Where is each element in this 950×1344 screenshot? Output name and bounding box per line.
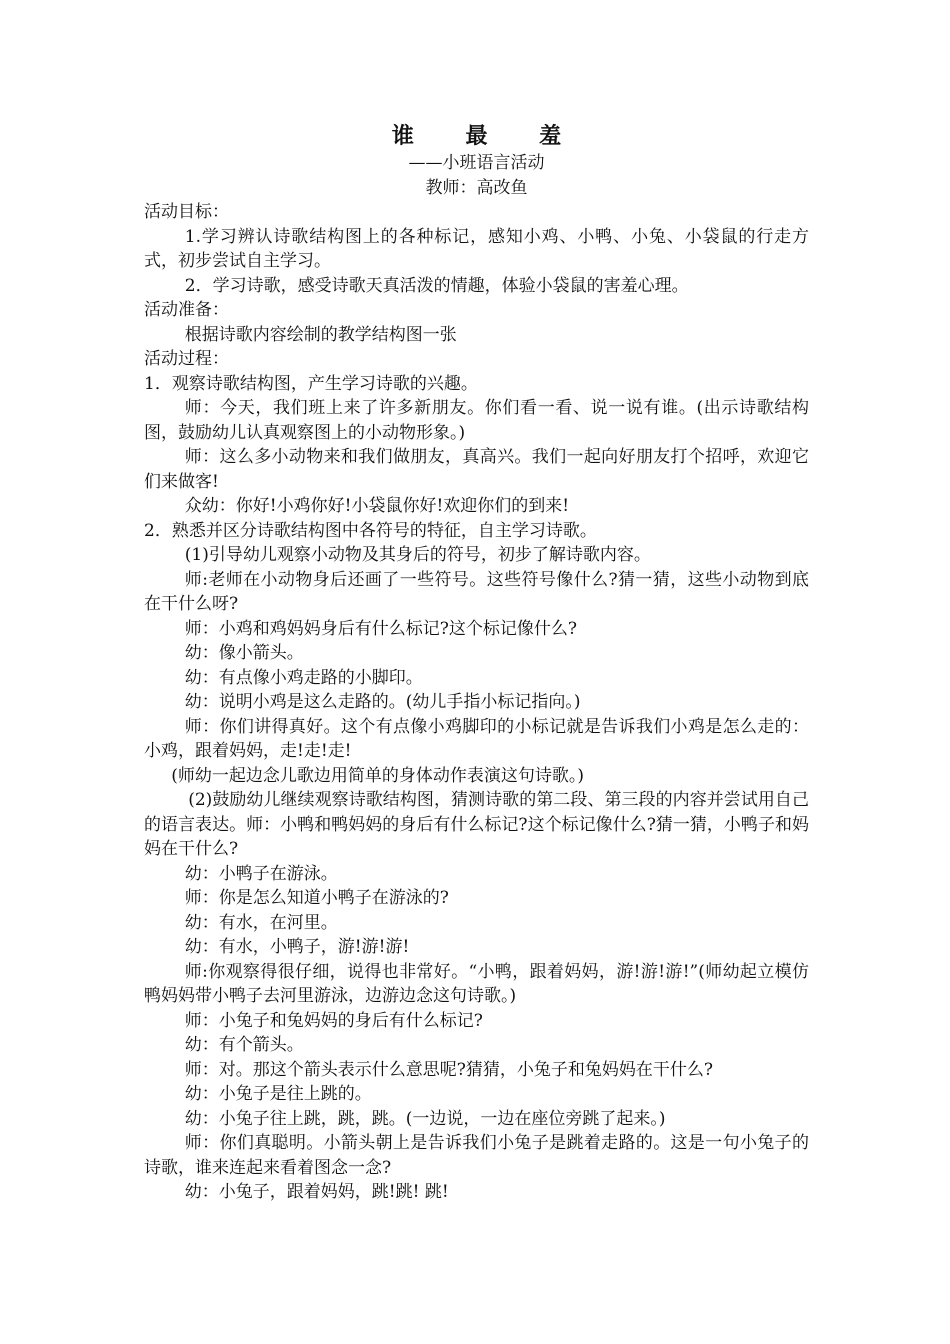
paragraph: 众幼：你好!小鸡你好!小袋鼠你好!欢迎你们的到来! [184, 496, 570, 516]
paragraph: 幼：小兔子是往上跳的。 [184, 1084, 372, 1104]
paragraph: 师:老师在小动物身后还画了一些符号。这些符号像什么?猜一猜，这些小动物到底在干什么呀? [144, 569, 809, 614]
paragraph: 幼：有水，在河里。 [184, 912, 338, 933]
paragraph: 幼：小兔子，跟着妈妈，跳!跳! 跳! [184, 1182, 449, 1202]
paragraph: 幼：有个箭头。 [184, 1035, 304, 1055]
paragraph: 师：这么多小动物来和我们做朋友，真高兴。我们一起向好朋友打个招呼，欢迎它们来做客! [144, 447, 809, 492]
paragraph: 幼：像小箭头。 [184, 643, 304, 663]
section-heading: 活动过程： [144, 349, 229, 369]
paragraph: (1)引导幼儿观察小动物及其身后的符号，初步了解诗歌内容。 [184, 545, 651, 565]
paragraph: 2．学习诗歌，感受诗歌天真活泼的情趣，体验小袋鼠的害羞心理。 [184, 275, 689, 296]
section-heading: 活动准备： [144, 300, 229, 320]
paragraph: 幼：有点像小鸡走路的小脚印。 [184, 667, 423, 688]
paragraph: 师:你观察得很仔细，说得也非常好。“小鸭，跟着妈妈，游!游!游!”(师幼起立模仿鸭妈妈带小鸭子去河里游泳，边游边念这句诗歌。) [144, 961, 809, 1006]
paragraph: 幼：小兔子往上跳，跳，跳。(一边说，一边在座位旁跳了起来。) [184, 1108, 666, 1129]
paragraph: 师：今天，我们班上来了许多新朋友。你们看一看、说一说有谁。(出示诗歌结构图，鼓励幼儿认真观察图上的小动物形象。) [144, 398, 809, 443]
document-teacher: 教师：高改鱼 [425, 177, 528, 198]
section-heading: 活动目标： [144, 202, 229, 222]
paragraph: 幼：有水，小鸭子，游!游!游! [184, 937, 410, 957]
paragraph: 幼：小鸭子在游泳。 [184, 863, 338, 884]
paragraph: 根据诗歌内容绘制的教学结构图一张 [184, 324, 457, 345]
paragraph: (2)鼓励幼儿继续观察诗歌结构图，猜测诗歌的第二段、第三段的内容并尝试用自己的语言表达。师：小鸭和鸭妈妈的身后有什么标记?这个标记像什么?猜一猜，小鸭子和妈妈在干什么? [144, 790, 809, 859]
paragraph: (师幼一起边念儿歌边用简单的身体动作表演这句诗歌。) [171, 765, 584, 786]
paragraph: 师：你是怎么知道小鸭子在游泳的? [184, 888, 449, 908]
document-body [144, 200, 809, 1205]
document-title: 谁 最 羞 [391, 123, 584, 149]
document-subtitle: ——小班语言活动 [408, 153, 545, 173]
document-page [144, 121, 809, 1205]
paragraph: 1.学习辨认诗歌结构图上的各种标记，感知小鸡、小鸭、小兔、小袋鼠的行走方式，初步尝试自主学习。 [144, 226, 809, 271]
paragraph: 师：你们讲得真好。这个有点像小鸡脚印的小标记就是告诉我们小鸡是怎么走的：小鸡，跟着妈妈，走!走!走! [144, 716, 809, 761]
paragraph: 师：你们真聪明。小箭头朝上是告诉我们小兔子是跳着走路的。这是一句小兔子的诗歌，谁来连起来看着图念一念? [144, 1133, 809, 1178]
paragraph: 师：对。那这个箭头表示什么意思呢?猜猜，小兔子和兔妈妈在干什么? [184, 1059, 714, 1080]
paragraph: 师：小兔子和兔妈妈的身后有什么标记? [184, 1010, 483, 1031]
section-heading: 1．观察诗歌结构图，产生学习诗歌的兴趣。 [144, 373, 478, 394]
section-heading: 2．熟悉并区分诗歌结构图中各符号的特征，自主学习诗歌。 [144, 520, 597, 541]
paragraph: 幼：说明小鸡是这么走路的。(幼儿手指小标记指向。) [184, 692, 581, 712]
paragraph: 师：小鸡和鸡妈妈身后有什么标记?这个标记像什么? [184, 618, 578, 639]
